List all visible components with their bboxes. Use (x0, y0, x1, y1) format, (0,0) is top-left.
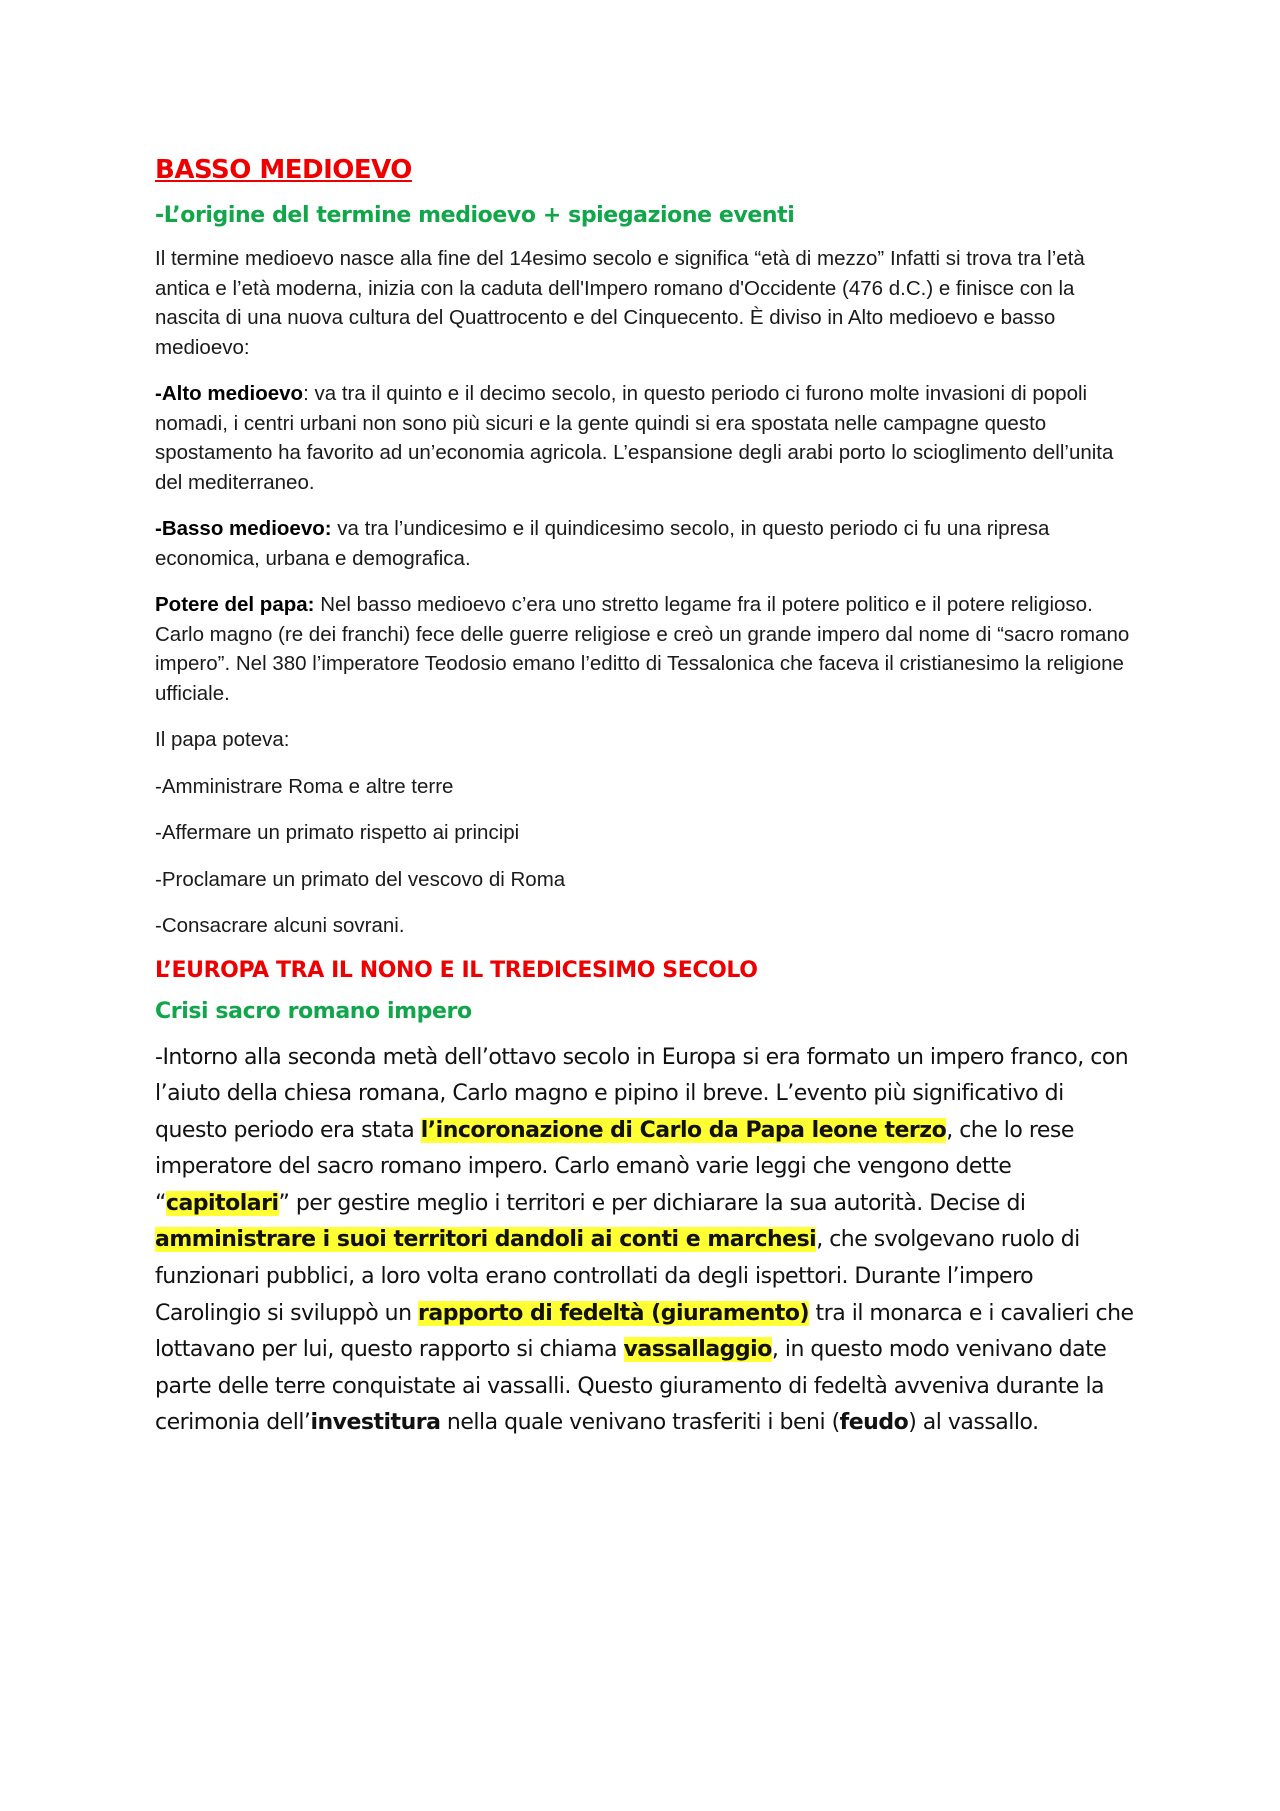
crisis-text: , che svolgevano ruolo di funzionari pubblici, a loro volta erano controllati da degli ispettori. Durante l’impero Carolingio si sviluppò un (155, 1227, 1080, 1326)
highlight-incoronazione: l’incoronazione di Carlo da Papa leone terzo (420, 1117, 947, 1143)
intro-paragraph: Il termine medioevo nasce alla fine del 14esimo secolo e significa “età di mezzo” Infatti si trova tra l’età antica e l’età moderna, inizia con la caduta dell'Impero romano d'Occidente (476 d.C.) e finisce con la nascita di una nuova cultura del Quattrocento e del Cinquecento. È diviso in Alto medioevo e basso medioevo: (155, 247, 1085, 359)
list-item: -Amministrare Roma e altre terre (155, 774, 454, 798)
crisis-text: nella quale venivano trasferiti i beni ( (440, 1410, 840, 1436)
highlight-amministrare: amministrare i suoi territori dandoli ai conti e marchesi (155, 1227, 817, 1253)
potere-papa-text: Nel basso medioevo c’era uno stretto legame fra il potere politico e il potere religioso. Carlo magno (re dei franchi) fece delle guerre religiose e creò un grande impero dal nome di “sacro romano impero”. Nel 380 l’imperatore Teodosio emano l’editto di Tessalonica che faceva il cristianesimo la religione ufficiale. (155, 593, 1130, 705)
crisis-heading: Crisi sacro romano impero (155, 998, 472, 1024)
basso-medioevo-label: -Basso medioevo: (155, 517, 332, 540)
crisis-text: tra il monarca e i cavalieri che lottavano per lui, questo rapporto si chiama (155, 1300, 1134, 1363)
highlight-capitolari: capitolari (165, 1190, 279, 1216)
list-item: -Consacrare alcuni sovrani. (155, 914, 405, 937)
bold-feudo: feudo (839, 1410, 909, 1436)
alto-medioevo-text: : va tra il quinto e il decimo secolo, in questo periodo ci furono molte invasioni di popoli nomadi, i centri urbani non sono più sicuri e la gente quindi si era spostata nelle campagne questo spostamento ha favorito ad un’economia agricola. L’espansione degli arabi porto lo scioglimento dell’unita del mediterraneo. (155, 382, 1114, 494)
crisis-paragraph (155, 1040, 1135, 1443)
europe-heading: L’EUROPA TRA IL NONO E IL TREDICESIMO SECOLO (155, 957, 758, 983)
bold-investitura: investitura (310, 1410, 441, 1436)
crisis-text: -Intorno alla seconda metà dell’ottavo secolo in Europa si era formato un impero franco, con l’aiuto della chiesa romana, Carlo magno e pipino il breve. L’evento più significativo di questo periodo era stata (155, 1044, 1129, 1143)
document-title: BASSO MEDIOEVO (155, 155, 412, 185)
origin-heading: -L’origine del termine medioevo + spiegazione eventi (155, 203, 795, 228)
alto-medioevo-label: -Alto medioevo (155, 382, 304, 405)
crisis-text: ) al vassallo. (908, 1410, 1039, 1436)
basso-medioevo-paragraph (155, 514, 1135, 573)
potere-papa-paragraph (155, 590, 1135, 708)
crisis-text: , in questo modo venivano date parte delle terre conquistate ai vassalli. Questo giuramento di fedeltà avveniva durante la cerimonia dell’ (155, 1337, 1107, 1436)
list-item: -Proclamare un primato del vescovo di Roma (155, 867, 566, 891)
document-page (155, 155, 1135, 1442)
highlight-fedelta: rapporto di fedeltà (giuramento) (418, 1300, 810, 1326)
alto-medioevo-paragraph (155, 379, 1135, 497)
papa-intro: Il papa poteva: (155, 728, 290, 751)
highlight-vassallaggio: vassallaggio (623, 1337, 772, 1363)
potere-papa-label: Potere del papa: (155, 593, 315, 616)
list-item: -Affermare un primato rispetto ai principi (155, 821, 520, 844)
basso-medioevo-text: va tra l’undicesimo e il quindicesimo secolo, in questo periodo ci fu una ripresa economica, urbana e demografica. (155, 517, 1050, 570)
crisis-text: , che lo rese imperatore del sacro romano impero. Carlo emanò varie leggi che vengono dette “ (155, 1117, 1074, 1216)
crisis-text: ” per gestire meglio i territori e per dichiarare la sua autorità. Decise di (278, 1190, 1026, 1216)
